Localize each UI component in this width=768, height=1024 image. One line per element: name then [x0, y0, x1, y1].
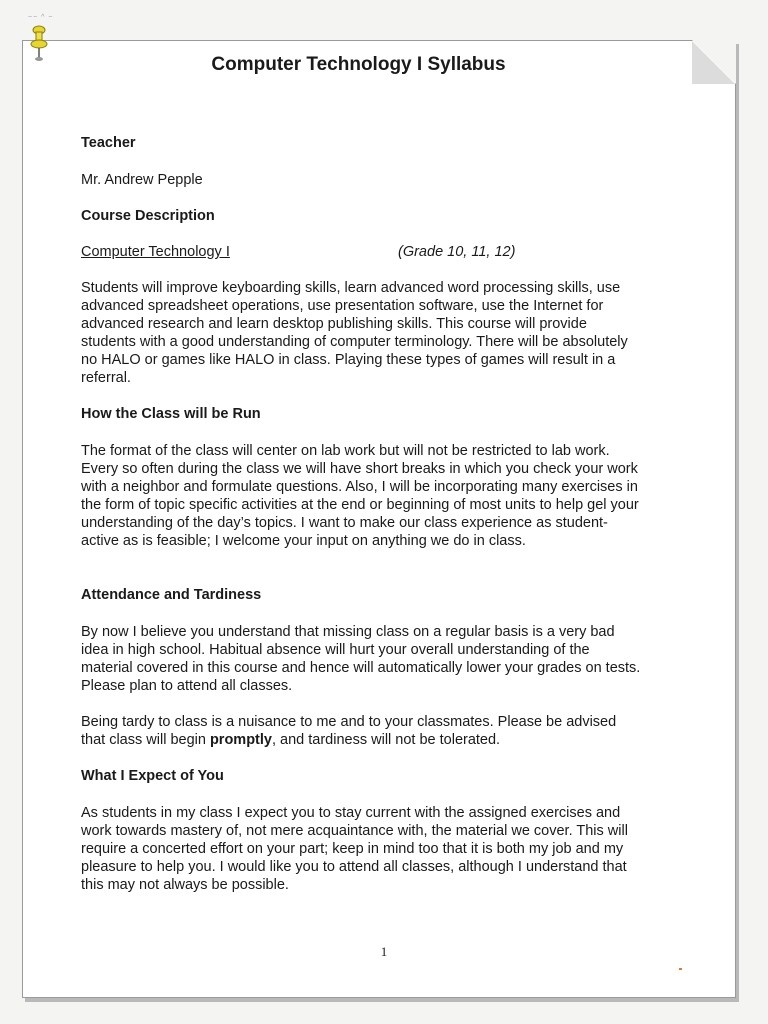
page-title: Computer Technology I Syllabus [211, 54, 506, 75]
pushpin-icon [28, 24, 50, 64]
tardiness-text-end: , and tardiness will not be tolerated. [271, 732, 501, 748]
expectations-heading: What I Expect of You [81, 768, 224, 784]
attendance-text: By now I believe you understand that missing class on a regular basis is a very bad idea in high school. Habitual absence will hurt your overall understanding of the material covered in this course and hence will automatically lower your grades on tests. Please plan to attend all classes. [81, 624, 641, 694]
expectations-text: As students in my class I expect you to stay current with the assigned exercises and work towards mastery of, not mere acquaintance with, the material we cover. This will require a concerted effort on your part; keep in mind too that it is both my job and my pleasure to help you. I would like you to attend all classes, although I understand that this may not always be possible. [81, 805, 628, 893]
teacher-heading: Teacher [81, 135, 136, 151]
scan-mark: ~~ ^ ~ [28, 14, 54, 21]
tardiness-text-start: Being tardy to class is a nuisance to me and to your classmates. Please be advised that class will begin [81, 714, 617, 748]
course-name: Computer Technology I [81, 244, 230, 260]
tardiness-emphasis: promptly [209, 732, 272, 748]
page-fold-flap [692, 41, 735, 84]
teacher-name: Mr. Andrew Pepple [81, 172, 203, 188]
class-run-text: The format of the class will center on lab work but will not be restricted to lab work. Every so often during the class we will have short breaks in which you check your work with a neighbor and formulate questions. Also, I will be incorporating many exercises in the form of topic specific activities at the end or beginning of most units to help gel your understanding of the day’s topics. I want to make our class experience as student-active as is feasible; I welcome your input on anything we do in class. [81, 443, 639, 549]
tardiness-text [81, 713, 641, 749]
course-description-text: Students will improve keyboarding skills, learn advanced word processing skills, use advanced spreadsheet operations, use presentation software, use the Internet for advanced research and learn desktop publishing skills. This course will provide students with a good understanding of computer terminology. There will be absolutely no HALO or games like HALO in class. Playing these types of games will result in a referral. [81, 280, 628, 386]
course-description-heading: Course Description [81, 208, 215, 224]
course-grades: (Grade 10, 11, 12) [398, 244, 516, 260]
page-number: 1 [380, 944, 388, 959]
attendance-heading: Attendance and Tardiness [81, 587, 262, 603]
class-run-heading: How the Class will be Run [81, 406, 261, 422]
course-line [81, 243, 641, 261]
scan-speck [679, 968, 682, 970]
